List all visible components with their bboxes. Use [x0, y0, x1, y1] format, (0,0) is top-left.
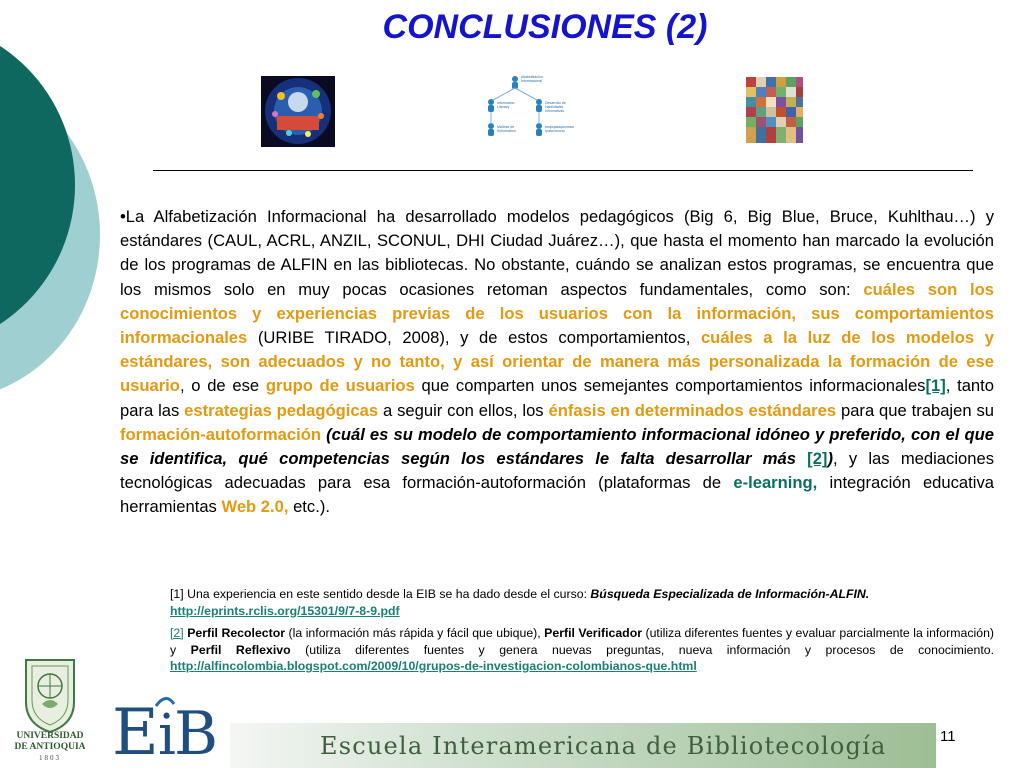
body-text-run: , tanto para las — [120, 376, 994, 420]
highlight-text: grupo de usuarios — [265, 376, 415, 396]
body-text-run: que comparten unos semejantes comportamientos informacionales — [414, 376, 926, 396]
footnote-1-url[interactable]: http://eprints.rclis.org/15301/9/7-8-9.pdf — [170, 603, 400, 618]
page-number: 11 — [940, 728, 956, 745]
footnote-2 — [170, 625, 994, 675]
alfin-illustration-image — [261, 76, 335, 147]
udea-seal-icon — [12, 654, 88, 734]
body-text-run: para que trabajen su — [836, 400, 994, 420]
footnote-course-title: Búsqueda Especializada de Información-ALFIN. — [590, 587, 870, 601]
elearning-text: e-learning, — [733, 473, 818, 493]
svg-text:i: i — [158, 703, 176, 760]
conclusion-paragraph — [120, 205, 994, 520]
diagram-label-2: Information Literacy — [497, 101, 515, 109]
footnote-1 — [170, 586, 994, 619]
universidad-de-antioquia-logo — [12, 654, 88, 766]
diagram-label-3: Desarrollo de Habilidades Informativas — [545, 101, 566, 113]
body-text-run: a seguir con ellos, los — [378, 400, 549, 420]
footnote-term: Perfil Reflexivo — [190, 642, 291, 657]
alfin-illustration-graphic — [261, 76, 335, 147]
footnote-term: Perfil Recolector — [187, 626, 286, 640]
eib-logo — [112, 692, 216, 760]
italic-bold-text: ) — [827, 449, 833, 469]
school-banner — [230, 723, 936, 768]
highlight-text: énfasis en determinados estándares — [548, 400, 837, 420]
information-mosaic-image — [746, 77, 803, 143]
footnotes — [170, 586, 994, 681]
highlight-text: Web 2.0, — [221, 497, 289, 517]
footnote-term: Perfil Verificador — [544, 626, 642, 640]
udea-name-line1: UNIVERSIDAD — [16, 731, 84, 741]
body-text-run: (URIBE TIRADO, 2008), y de estos comportamientos, — [247, 328, 701, 348]
footnote-text: (la información más rápida y fácil que ubique), — [285, 626, 545, 640]
information-mosaic-graphic — [746, 77, 803, 143]
body-text-run: , y las mediaciones tecnológicas adecuadas para esa formación-autoformación (plataformas de — [120, 449, 994, 493]
highlight-text: formación-autoformación — [120, 424, 321, 444]
highlight-text: estrategias pedagógicas — [184, 400, 379, 420]
udea-year: 1803 — [39, 754, 61, 762]
footnote-link-1[interactable]: [1] — [925, 376, 946, 396]
udea-name-line2: DE ANTIOQUIA — [14, 742, 86, 752]
school-name: Escuela Interamericana de Bibliotecología — [320, 732, 887, 760]
italic-bold-text: (cuál es su modelo de comportamiento informacional idóneo y preferido, con el que se identifica, qué competencias según los estándares le falta desarrollar más — [120, 424, 994, 469]
footnote-text: (utiliza diferentes fuentes y evaluar parcialmente la información) y — [170, 626, 995, 657]
svg-text:B: B — [174, 699, 216, 760]
highlight-text: cuáles a la luz de los modelos y estándares, son adecuados y no tanto, y así orientar de manera más personalizada la formación de ese usuario — [120, 328, 994, 396]
diagram-label-1: Alfabetización Informacional — [521, 75, 543, 83]
body-text-run: •La Alfabetización Informacional ha desarrollado modelos pedagógicos (Big 6, Big Blue, Bruce, Kuhlthau…) y estándares (CAUL, ACRL, ANZIL, SCONUL, DHI Ciudad Juárez…), que hasta el momento han marcado la evolución de los programas de ALFIN en las bibliotecas. No obstante, cuándo se analizan estos programas, se encuentra que los mismos solo en muy pocas ocasiones retoman aspectos fundamentales, como son: — [120, 207, 994, 299]
information-literacy-diagram — [481, 74, 583, 142]
divider-line — [153, 170, 973, 171]
body-text-run: integración educativa herramientas — [120, 473, 994, 517]
diagram-label-4: Maîtrise de l'information — [497, 125, 516, 133]
body-text-run: etc.). — [288, 497, 330, 517]
highlight-text: cuáles son los conocimientos y experiencias previas de los usuarios con la información, sus comportamientos informacionales — [120, 279, 995, 348]
footnote-2-marker[interactable]: [2] — [170, 626, 184, 640]
footnote-text: [1] Una experiencia en este sentido desde la EIB se ha dado desde el curso: — [170, 587, 591, 601]
diagram-label-5: информационная грамотность — [545, 125, 574, 133]
footnote-text: (utiliza diferentes fuentes y genera nuevas preguntas, nueva información y procesos de conocimiento. — [290, 642, 994, 657]
footnote-link-2[interactable]: [2] — [807, 449, 828, 469]
eib-logo-icon — [112, 692, 216, 760]
body-text-run: , o de ese — [179, 376, 266, 396]
footnote-2-url[interactable]: http://alfincolombia.blogspot.com/2009/10/grupos-de-investigacion-colombianos-que.html — [170, 659, 697, 673]
slide-title: CONCLUSIONES (2) — [382, 8, 708, 46]
svg-text:E: E — [112, 696, 159, 760]
